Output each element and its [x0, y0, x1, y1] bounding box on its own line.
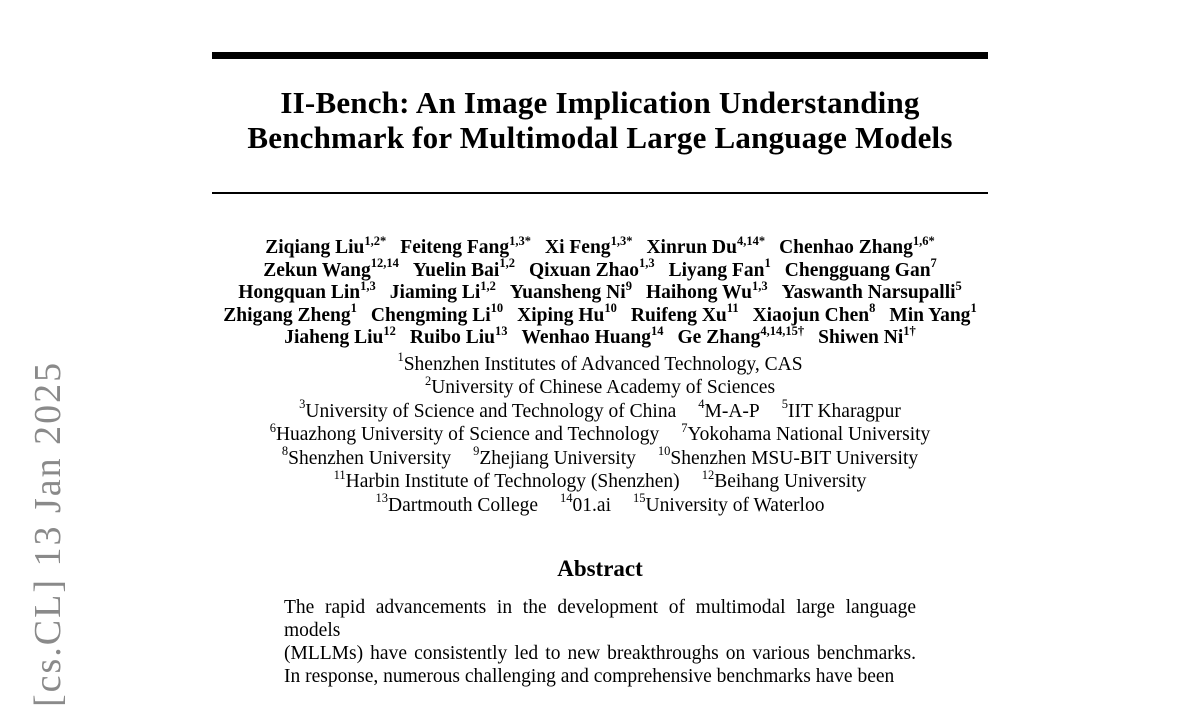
title-rule-bottom [212, 192, 988, 194]
affiliation-entry: $^9$Zhejiang University [473, 444, 636, 469]
author-superscript: 12 [383, 323, 396, 338]
abstract-body [284, 596, 916, 688]
author-superscript: 1,3* [509, 233, 532, 248]
author-superscript: 11 [726, 301, 739, 315]
affiliation-entry: $^6$Huazhong University of Science and Technology [269, 420, 660, 445]
affiliation-entry: $^2$University of Chinese Academy of Sciences [424, 373, 776, 398]
author-name: Jiaheng Liu$^{12}$ [284, 323, 396, 348]
author-superscript: 4,14,15† [760, 323, 805, 338]
author-name: Yuelin Bai$^{1,2}$ [412, 256, 515, 281]
author-superscript: 12,14 [370, 256, 399, 270]
affiliation-superscript: 2 [424, 373, 432, 388]
author-name: Min Yang$^1$ [889, 301, 977, 326]
affiliation-line [212, 491, 988, 518]
author-superscript: 1,6* [912, 233, 935, 248]
affiliation-line [212, 467, 988, 494]
author-superscript: 1,3 [751, 278, 768, 293]
author-name: Zekun Wang$^{12,14}$ [263, 256, 399, 281]
arxiv-sidebar-watermark: [cs.CL] 13 Jan 2025 [27, 360, 69, 707]
author-line [212, 233, 988, 260]
affiliation-superscript: 15 [633, 491, 646, 505]
affiliation-entry: $^7$Yokohama National University [681, 420, 931, 445]
affiliation-superscript: 7 [681, 420, 688, 435]
abstract-line: In response, numerous challenging and comprehensive benchmarks have been [284, 666, 895, 687]
author-block [212, 233, 988, 350]
author-superscript: 4,14* [736, 233, 766, 248]
author-superscript: 7 [930, 256, 937, 270]
affiliation-entry: $^5$IIT Kharagpur [781, 397, 901, 422]
paper-title-line-2: Benchmark for Multimodal Large Language Models [247, 120, 953, 155]
paper-title [212, 85, 988, 155]
author-name: Xiaojun Chen$^8$ [752, 301, 876, 326]
author-superscript: 5 [955, 278, 962, 293]
author-name: Jiaming Li$^{1,2}$ [389, 278, 496, 303]
author-name: Liyang Fan$^1$ [668, 256, 771, 281]
author-superscript: 1 [350, 301, 357, 315]
affiliation-entry: $^{15}$University of Waterloo [633, 491, 825, 516]
paper-page [0, 52, 1200, 707]
affiliation-line [212, 373, 988, 400]
author-name: Qixuan Zhao$^{1,3}$ [528, 256, 655, 281]
affiliation-line [212, 420, 988, 447]
author-line [212, 301, 988, 328]
affiliation-line [212, 350, 988, 377]
affiliation-superscript: 12 [701, 467, 715, 482]
author-superscript: 1,3* [610, 233, 633, 248]
author-superscript: 1,2* [364, 233, 387, 248]
author-name: Ruifeng Xu$^{11}$ [630, 301, 739, 326]
paper-title-line-1: II-Bench: An Image Implication Understanding [280, 85, 920, 120]
author-name: Chenhao Zhang$^{1,6*}$ [779, 233, 935, 258]
affiliation-line [212, 444, 988, 471]
author-superscript: 1,2 [480, 278, 496, 293]
paper-content [212, 52, 988, 688]
author-name: Yuansheng Ni$^9$ [509, 278, 632, 303]
affiliation-superscript: 10 [657, 444, 671, 458]
affiliation-superscript: 13 [375, 491, 389, 505]
author-superscript: 14 [651, 323, 664, 338]
author-name: Feiteng Fang$^{1,3*}$ [400, 233, 532, 258]
affiliation-block [212, 350, 988, 518]
affiliation-entry: $^{10}$Shenzhen MSU-BIT University [657, 444, 919, 469]
author-superscript: 1,3 [360, 278, 376, 293]
affiliation-entry: $^{13}$Dartmouth College [375, 491, 539, 516]
affiliation-entry: $^{11}$Harbin Institute of Technology (Shenzhen) [333, 467, 680, 492]
abstract-line: (MLLMs) have consistently led to new breakthroughs on various benchmarks. [284, 643, 916, 664]
author-name: Chengming Li$^{10}$ [370, 301, 504, 326]
affiliation-superscript: 6 [269, 420, 276, 435]
author-superscript: 1 [764, 256, 771, 270]
abstract-line: The rapid advancements in the development of multimodal large language models [284, 597, 916, 641]
affiliation-superscript: 1 [397, 350, 404, 364]
affiliation-superscript: 9 [473, 444, 480, 458]
affiliation-entry: $^3$University of Science and Technology of China [299, 397, 677, 422]
author-superscript: 1,2 [499, 256, 515, 270]
abstract-heading: Abstract [557, 556, 643, 581]
author-name: Wenhao Huang$^{14}$ [521, 323, 664, 348]
author-superscript: 10 [604, 301, 617, 315]
author-name: Hongquan Lin$^{1,3}$ [238, 278, 376, 303]
affiliation-superscript: 14 [560, 491, 573, 505]
affiliation-entry: $^1$Shenzhen Institutes of Advanced Technology, CAS [397, 350, 803, 375]
affiliation-line [212, 397, 988, 424]
affiliation-entry: $^8$Shenzhen University [281, 444, 452, 469]
author-name: Shiwen $Ni^{1\dagger}$ [818, 323, 916, 348]
author-name: Xiping Hu$^{10}$ [517, 301, 617, 326]
author-superscript: 1,3 [639, 256, 655, 270]
affiliation-superscript: 11 [333, 467, 346, 482]
affiliation-entry: $^{12}$Beihang University [701, 467, 867, 492]
author-name: Chengguang Gan$^7$ [784, 256, 937, 281]
author-name: Xinrun $Du^{4,14*}$ [646, 233, 766, 258]
affiliation-superscript: 4 [698, 397, 705, 411]
author-superscript: 1† [903, 323, 916, 338]
author-name: Ziqiang Liu$^{1,2*}$ [265, 233, 387, 258]
affiliation-superscript: 3 [299, 397, 306, 411]
author-name: Yaswanth Narsupalli$^5$ [781, 278, 962, 303]
author-name: Ruibo Liu$^{13}$ [409, 323, 508, 348]
author-line [212, 256, 988, 283]
author-name: Zhigang Zheng$^1$ [223, 301, 357, 326]
affiliation-entry: $^4$M-A-P [698, 397, 760, 422]
affiliation-entry: $^{14}$01.ai [560, 491, 611, 516]
title-rule-top [212, 52, 988, 59]
author-superscript: 9 [625, 278, 632, 293]
author-superscript: 1 [970, 301, 977, 315]
affiliation-superscript: 5 [781, 397, 789, 411]
author-name: Haihong Wu$^{1,3}$ [645, 278, 768, 303]
author-superscript: 10 [490, 301, 504, 315]
author-superscript: 13 [495, 323, 508, 338]
author-name: Ge Zhang$^{4,14,15\dagger}$ [677, 323, 805, 348]
author-line [212, 323, 988, 350]
author-superscript: 8 [869, 301, 876, 315]
affiliation-superscript: 8 [281, 444, 289, 458]
author-name: Xi Feng$^{1,3*}$ [545, 233, 633, 258]
